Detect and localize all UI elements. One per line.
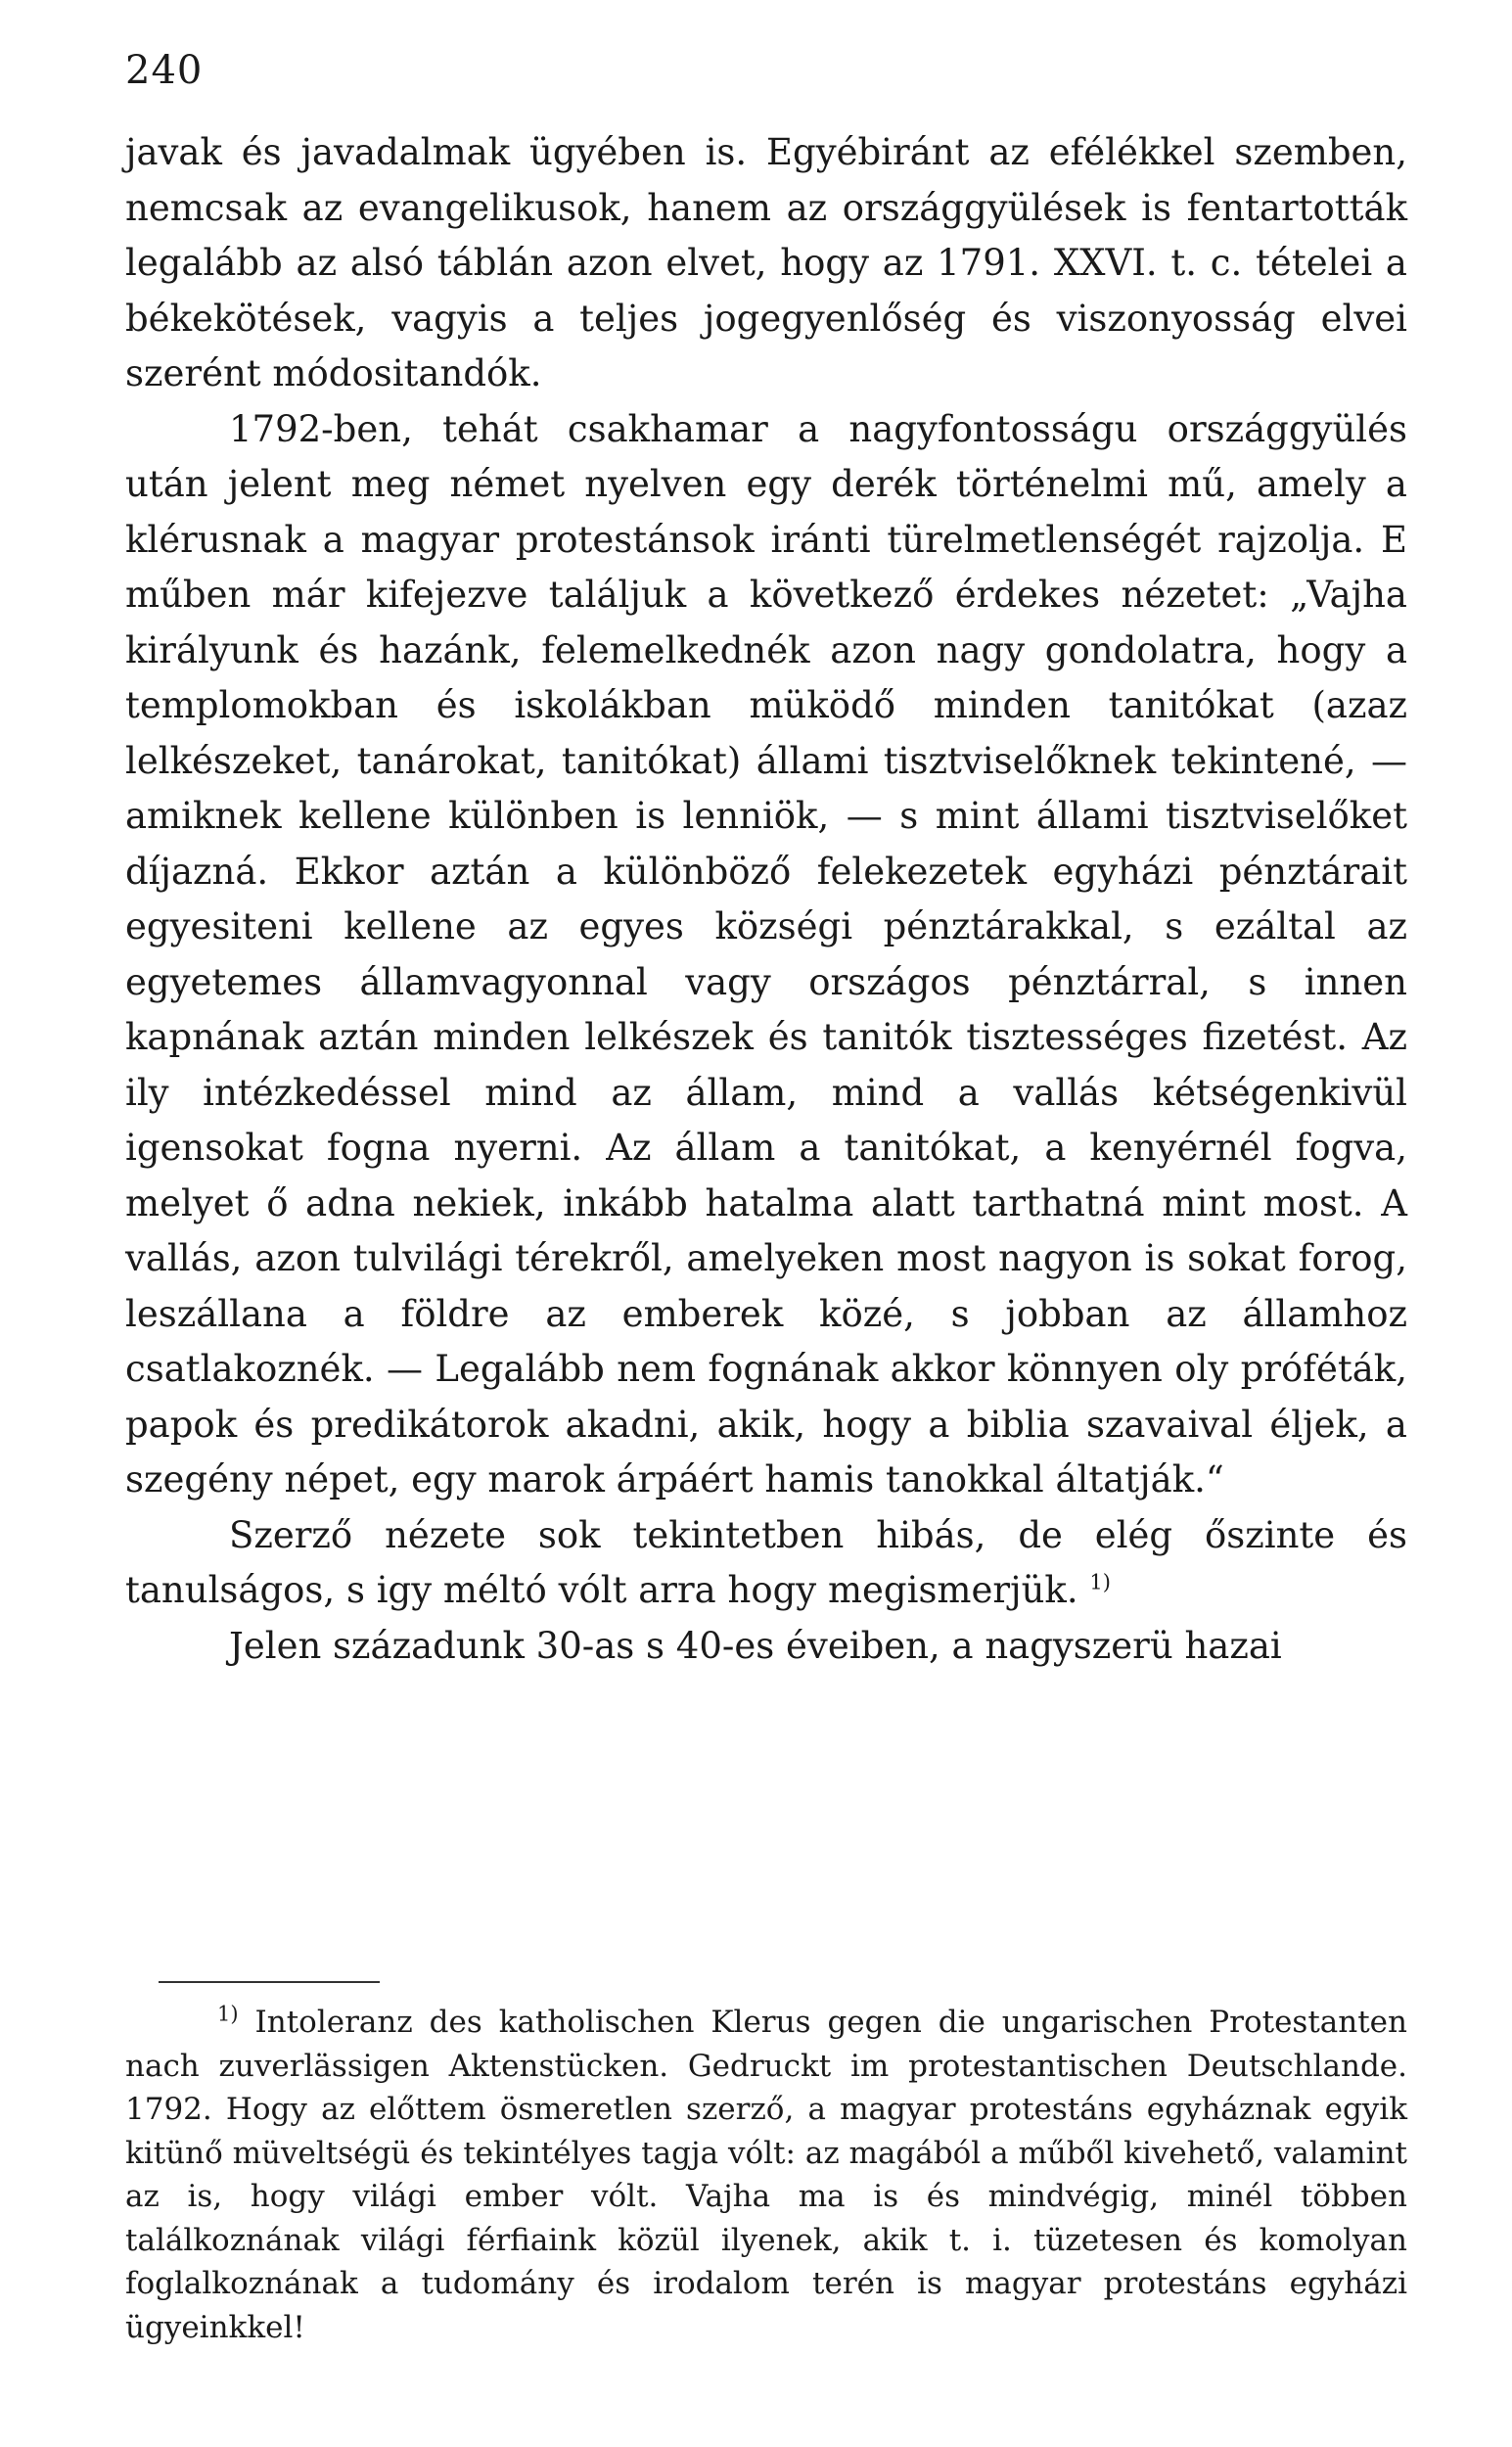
paragraph: javak és javadalmak ügyében is. Egyébiránt az efélékkel szemben, nemcsak az evangelikusok, hanem az országgyülések is fentartották legalább az alsó táblán azon elvet, hogy az 1791. XXVI. t. c. tételei a békekötések, vagyis a teljes jogegyenlőség és viszonyosság elvei szerént módositandók. [125,131,1407,394]
paragraph: Jelen századunk 30-as s 40-es éveiben, a nagyszerü hazai [229,1624,1282,1667]
footnote-reference: 1) [1089,1570,1111,1594]
footnote-marker: 1) [217,2002,239,2026]
footnotes [125,2001,1407,2349]
footnote-text: Intoleranz des katholischen Klerus gegen die ungarischen Protestanten nach zuverlässigen Aktenstücken. Gedruckt im protestantischen Deutschlande. 1792. Hogy az előttem ösmeretlen szerző, a magyar protestáns egyháznak egyik kitünő müveltségü és tekintélyes tagja vólt: az magából a műből kivehető, valamint az is, hogy világi ember vólt. Vajha ma is és mindvégig, minél többen találkoznának világi férfiaink közül ilyenek, akik t. i. tüzetesen és komolyan foglalkoznának a tudomány és irodalom terén is magyar protestáns egyházi ügyeinkkel! [125,2005,1407,2345]
paragraph: 1792-ben, tehát csakhamar a nagyfontosságu országgyülés után jelent meg német nyelven egy derék történelmi mű, amely a klérusnak a magyar protestánsok iránti türelmetlenségét rajzolja. E műben már kifejezve találjuk a következő érdekes nézetet: „Vajha királyunk és hazánk, felemelkednék azon nagy gondolatra, hogy a templomokban és iskolákban müködő minden tanitókat (azaz lelkészeket, tanárokat, tanitókat) állami tisztviselőknek tekintené, — amiknek kellene különben is lenniök, — s mint állami tisztviselőket díjazná. Ekkor aztán a különböző felekezetek egyházi pénztárait egyesiteni kellene az egyes községi pénztárakkal, s ezáltal az egyetemes államvagyonnal vagy országos pénztárral, s innen kapnának aztán minden lelkészek és tanitók tisztességes fizetést. Az ily intézkedéssel mind az állam, mind a vallás kétségenkivül igensokat fogna nyerni. Az állam a tanitókat, a kenyérnél fogva, melyet ő adna nekiek, inkább hatalma alatt tarthatná mint most. A vallás, azon tulvilági térekről, amelyeken most nagyon is sokat forog, leszállana a földre az emberek közé, s jobban az államhoz csatlakoznék. — Legalább nem fognának akkor könnyen oly próféták, papok és predikátorok akadni, akik, hogy a biblia szavaival éljek, a szegény népet, egy marok árpáért hamis tanokkal áltatják.“ [125,407,1407,1501]
page-number: 240 [125,48,204,93]
footnote-divider [159,1981,380,1983]
body-text [125,125,1407,1674]
footnote [125,2001,1407,2349]
paragraph-text: Szerző nézete sok tekintetben hibás, de elég őszinte és tanulságos, s igy méltó vólt arra hogy megismerjük. [125,1513,1407,1611]
paragraph-author-view [125,1508,1407,1619]
